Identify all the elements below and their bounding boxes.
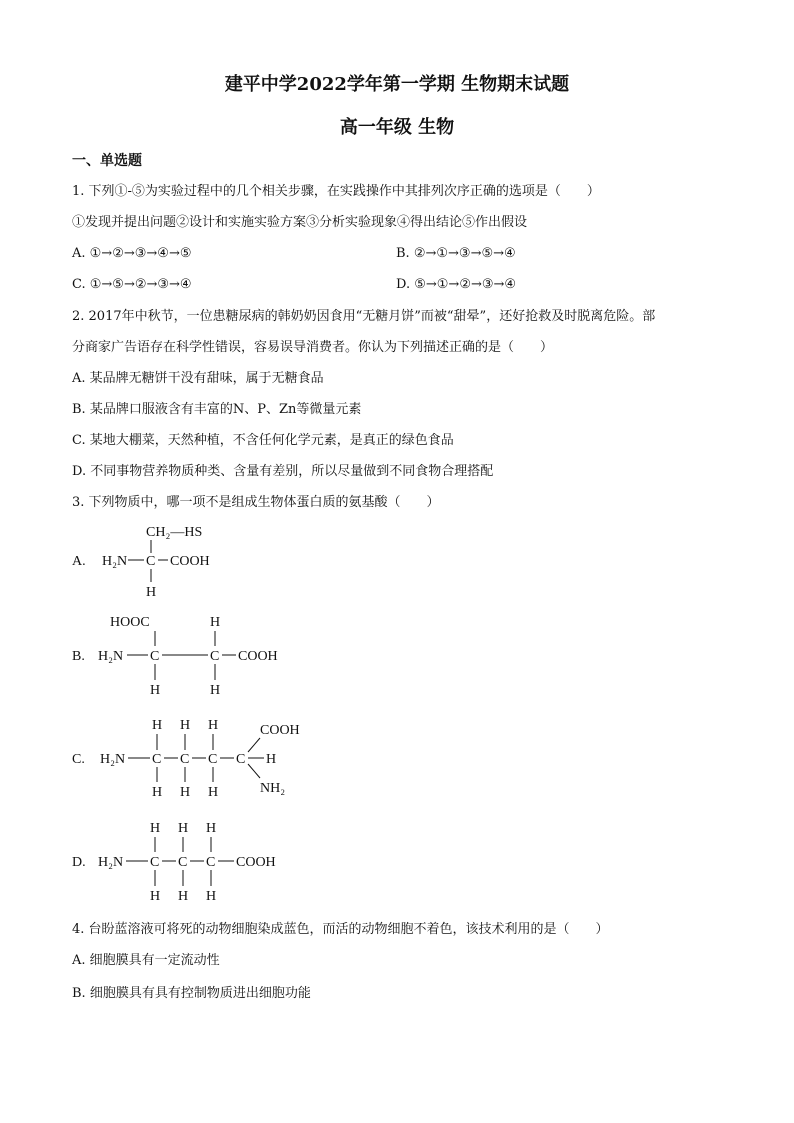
structure-c-right-h: H (266, 752, 277, 767)
structure-c-carbon: C (180, 752, 190, 767)
structure-a-center: C (146, 554, 156, 569)
structure-a-diagram (72, 520, 272, 602)
structure-d-left: H₂N (98, 855, 124, 870)
q2-stem-line1: 2. 2017年中秋节，一位患糖尿病的韩奶奶因食用“无糖月饼”而被“甜晕”，还好抢救及时脱离危险。部 (72, 309, 656, 324)
structure-c-h: H (180, 718, 191, 733)
q3-option-b (72, 610, 312, 702)
structure-d-carbon: C (206, 855, 216, 870)
q1-option-c: C. ①→⑤→②→③→④ (72, 277, 192, 292)
structure-d-carbon: C (178, 855, 188, 870)
structure-c-h: H (180, 785, 191, 800)
q1-steps: ①发现并提出问题②设计和实施实验方案③分析实验现象④得出结论⑤作出假设 (72, 215, 528, 230)
structure-a-left: H₂N (102, 554, 128, 569)
q4-option-a: A. 细胞膜具有一定流动性 (72, 953, 220, 968)
structure-a-bottom: H (146, 585, 157, 600)
structure-c-diagram (72, 712, 332, 804)
q2-option-a: A. 某品牌无糖饼干没有甜味，属于无糖食品 (72, 371, 324, 386)
section-heading: 一、单选题 (72, 153, 142, 169)
q2-option-b: B. 某品牌口服液含有丰富的N、P、Zn等微量元素 (72, 402, 362, 417)
bond (248, 764, 260, 778)
q3-stem: 3. 下列物质中，哪一项不是组成生物体蛋白质的氨基酸（ ） (72, 495, 440, 510)
q2-stem-line2: 分商家广告语存在科学性错误，容易误导消费者。你认为下列描述正确的是（ ） (72, 340, 554, 355)
structure-c-h: H (152, 718, 163, 733)
structure-d-h: H (206, 821, 217, 836)
structure-b-top2: H (210, 615, 221, 630)
structure-a-right: COOH (170, 554, 210, 569)
q4-stem: 4. 台盼蓝溶液可将死的动物细胞染成蓝色，而活的动物细胞不着色，该技术利用的是（ ） (72, 922, 609, 937)
q1-option-d: D. ⑤→①→②→③→④ (396, 277, 517, 292)
structure-c-carbon: C (236, 752, 246, 767)
structure-c-h: H (152, 785, 163, 800)
structure-d-carbon: C (150, 855, 160, 870)
exam-subtitle: 高一年级 生物 (339, 117, 455, 138)
structure-a-top: CH₂—HS (146, 525, 203, 540)
structure-d-h: H (178, 821, 189, 836)
structure-d-h: H (150, 889, 161, 904)
q3-option-c (72, 712, 332, 804)
bond (248, 738, 260, 752)
structure-c-left: H₂N (100, 752, 126, 767)
q2-option-c: C. 某地大棚菜，天然种植，不含任何化学元素，是真正的绿色食品 (72, 433, 454, 448)
structure-d-diagram (72, 816, 312, 908)
structure-b-diagram (72, 610, 312, 702)
structure-c-carbon: C (208, 752, 218, 767)
structure-c-h: H (208, 785, 219, 800)
q1-option-b: B. ②→①→③→⑤→④ (396, 246, 516, 261)
option-d-label: D. (72, 855, 86, 870)
q3-option-d (72, 816, 312, 908)
structure-b-c1: C (150, 649, 160, 664)
structure-d-h: H (150, 821, 161, 836)
structure-b-bottom1: H (150, 683, 161, 698)
structure-b-top1: HOOC (110, 615, 150, 630)
structure-b-bottom2: H (210, 683, 221, 698)
q3-option-a (72, 520, 272, 602)
structure-b-right: COOH (238, 649, 278, 664)
structure-d-h: H (206, 889, 217, 904)
option-a-label: A. (72, 554, 86, 569)
q1-option-a: A. ①→②→③→④→⑤ (72, 246, 192, 261)
structure-c-h: H (208, 718, 219, 733)
q4-option-b: B. 细胞膜具有具有控制物质进出细胞功能 (72, 986, 311, 1001)
structure-c-right-bottom: NH₂ (260, 781, 286, 796)
q2-option-d: D. 不同事物营养物质种类、含量有差别，所以尽量做到不同食物合理搭配 (72, 464, 494, 479)
structure-d-h: H (178, 889, 189, 904)
structure-c-carbon: C (152, 752, 162, 767)
exam-title: 建平中学2022学年第一学期 生物期末试题 (224, 74, 570, 95)
option-c-label: C. (72, 752, 85, 767)
option-b-label: B. (72, 649, 85, 664)
structure-b-c2: C (210, 649, 220, 664)
structure-c-right-top: COOH (260, 723, 300, 738)
structure-d-right: COOH (236, 855, 276, 870)
q1-stem: 1. 下列①-⑤为实验过程中的几个相关步骤，在实践操作中其排列次序正确的选项是（ ） (72, 184, 600, 199)
structure-b-left: H₂N (98, 649, 124, 664)
